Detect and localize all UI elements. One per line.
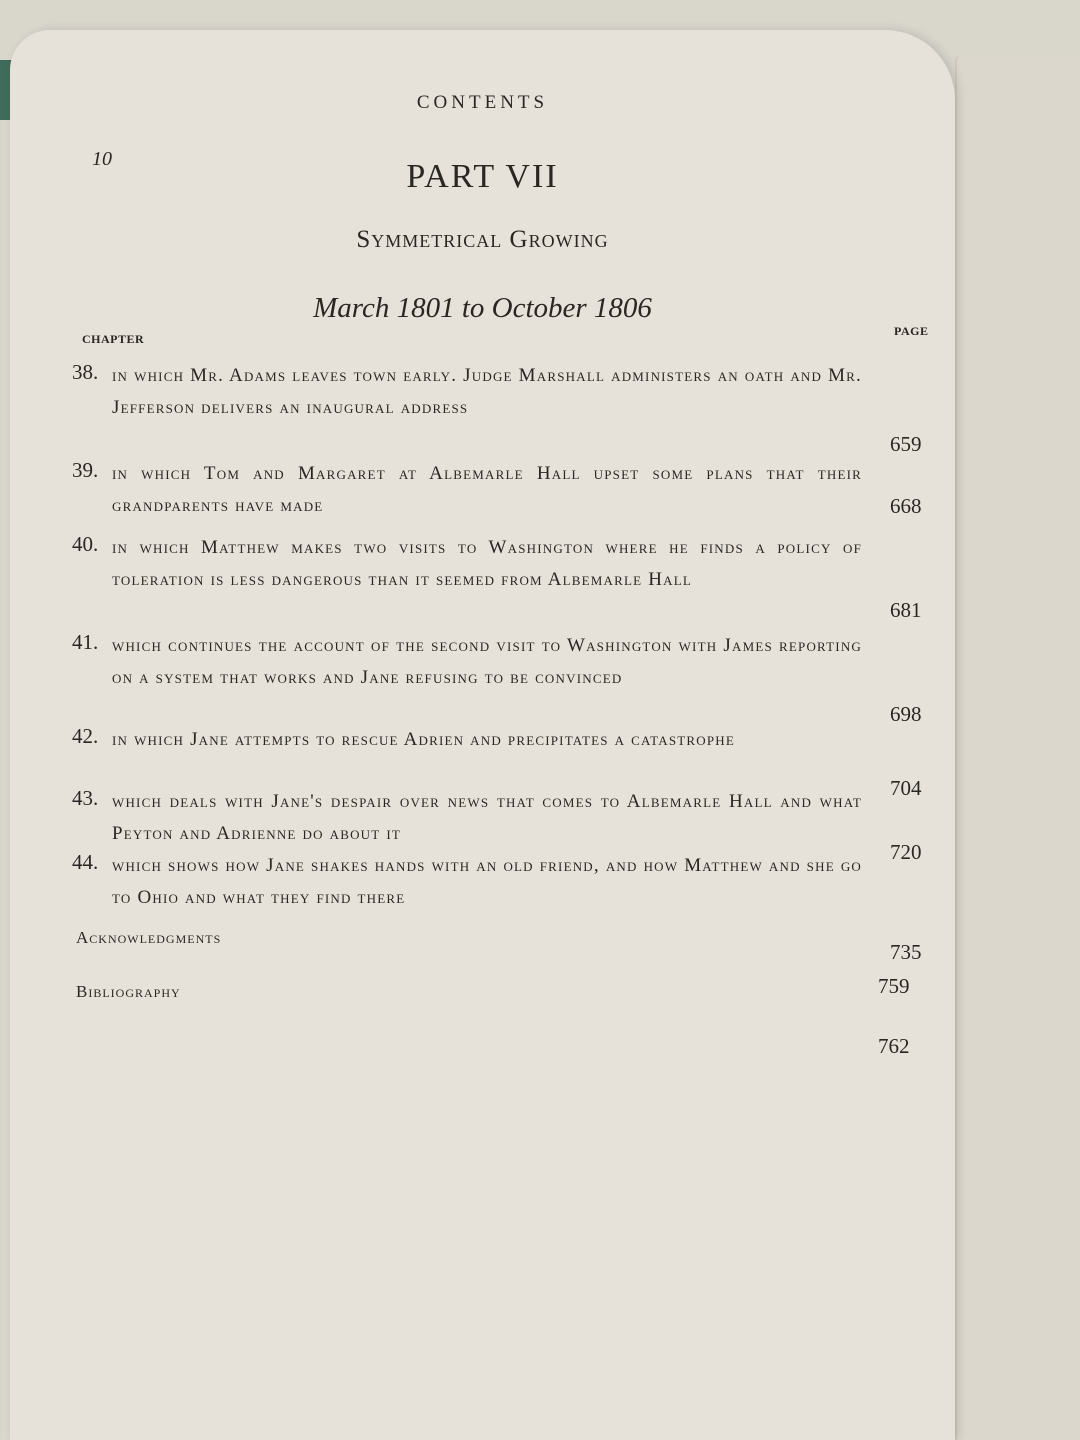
chapter-title: in which Jane attempts to rescue Adrien and precipitates a catastrophe	[112, 729, 736, 750]
chapter-page: 668	[890, 494, 922, 518]
chapter-number: 40.	[72, 532, 99, 556]
acknowledgments-label: Acknowledgments	[76, 928, 222, 947]
facing-page-edge	[955, 55, 1080, 1440]
chapter-number: 39.	[72, 458, 99, 482]
chapter-number: 42.	[72, 724, 99, 748]
bibliography-label: Bibliography	[76, 982, 181, 1001]
part-subtitle: Symmetrical Growing	[356, 226, 609, 253]
part-dates: March 1801 to October 1806	[313, 292, 652, 324]
page-number: 10	[92, 148, 112, 170]
acknowledgments-page: 759	[878, 974, 910, 998]
part-title: PART VII	[406, 158, 559, 195]
chapter-number: 38.	[72, 360, 99, 384]
chapter-title: in which Matthew makes two visits to Washington where he finds a policy of toleration is less dangerous than it seemed from Albemarle Hall	[112, 537, 862, 590]
running-head: CONTENTS	[416, 92, 549, 113]
chapter-page: 720	[890, 840, 922, 864]
chapter-title: which shows how Jane shakes hands with an old friend, and how Matthew and she go to Ohio and what they find there	[112, 855, 862, 908]
chapter-number: 43.	[72, 786, 99, 810]
chapter-title: in which Mr. Adams leaves town early. Judge Marshall administers an oath and Mr. Jefferson delivers an inaugural address	[112, 365, 862, 418]
chapter-page: 698	[890, 702, 922, 726]
chapter-number: 41.	[72, 630, 99, 654]
chapter-page: 681	[890, 598, 922, 622]
bibliography-page: 762	[878, 1034, 910, 1058]
chapter-title: which deals with Jane's despair over news that comes to Albemarle Hall and what Peyton and Adrienne do about it	[112, 791, 862, 844]
chapter-title: in which Tom and Margaret at Albemarle Hall upset some plans that their grandparents have made	[112, 463, 862, 516]
chapter-page: 659	[890, 432, 922, 456]
chapter-page: 735	[890, 940, 922, 964]
page-column-label: PAGE	[894, 324, 929, 338]
chapter-column-label: CHAPTER	[82, 332, 145, 346]
book-page	[10, 30, 955, 1440]
chapter-page: 704	[890, 776, 922, 800]
chapter-number: 44.	[72, 850, 99, 874]
chapter-title: which continues the account of the second visit to Washington with James reporting on a system that works and Jane refusing to be convinced	[112, 635, 862, 688]
